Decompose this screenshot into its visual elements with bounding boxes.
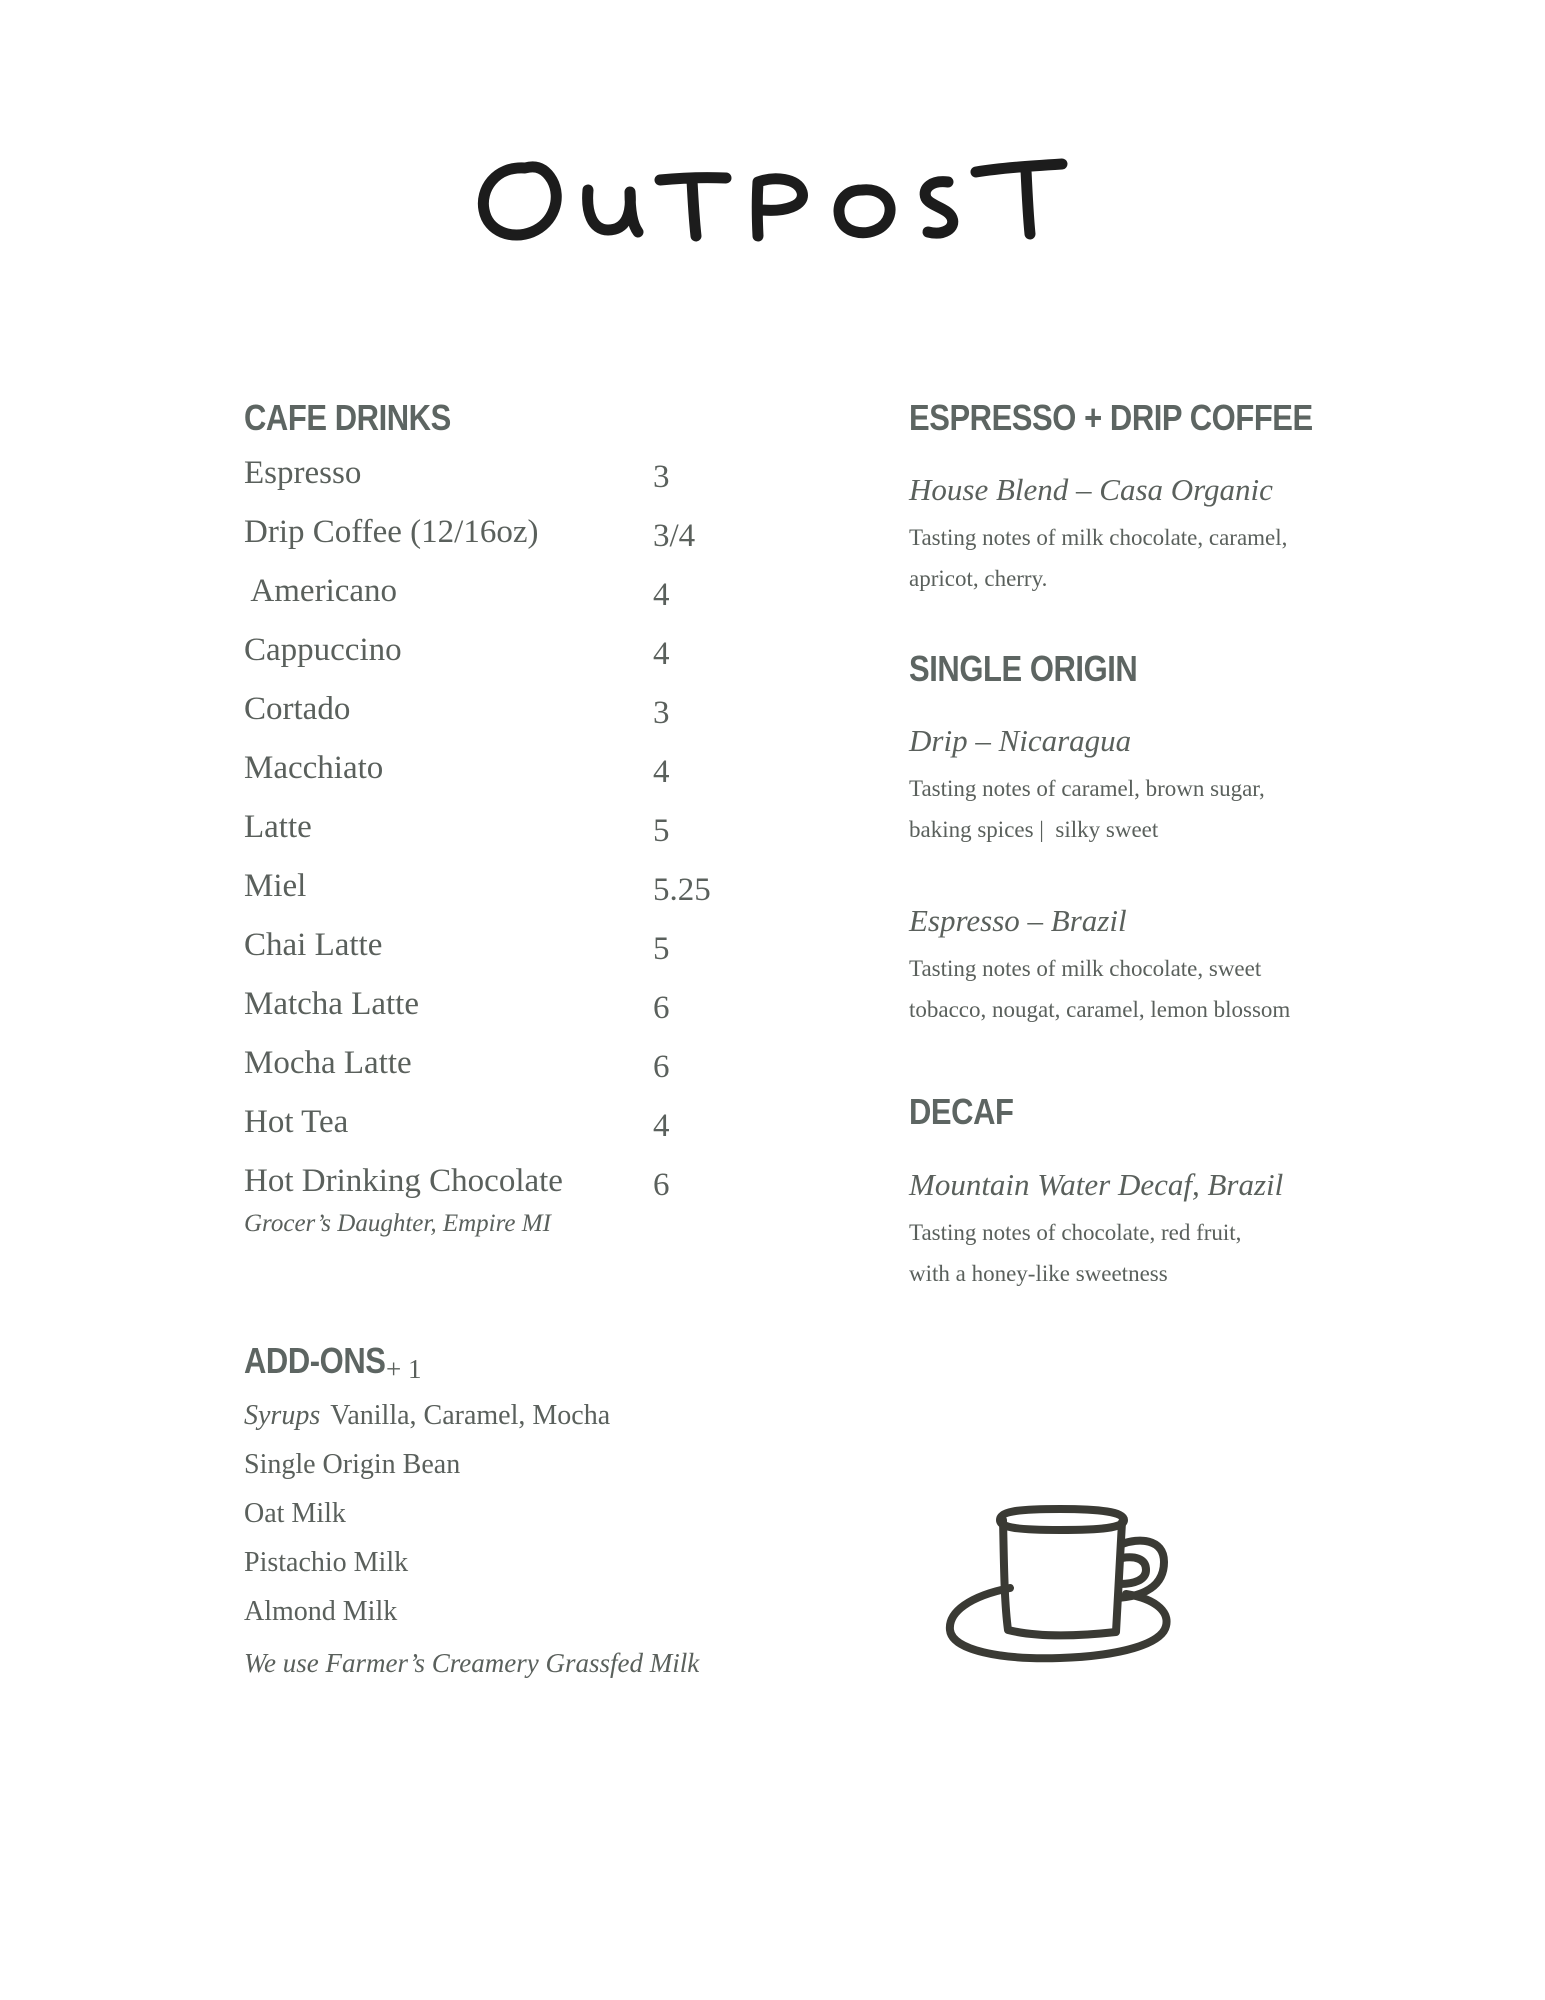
drink-price: 3: [653, 459, 670, 495]
drink-price: 4: [653, 636, 670, 672]
drink-price: 4: [653, 754, 670, 790]
drink-price: 6: [653, 990, 670, 1026]
addon-text: Vanilla, Caramel, Mocha: [330, 1400, 611, 1431]
drink-row: [244, 691, 764, 750]
outpost-logo: [470, 140, 1070, 250]
addon-text: Oat Milk: [244, 1498, 346, 1529]
drink-row: [244, 868, 764, 927]
drink-row: [244, 573, 764, 632]
list-item: [244, 1498, 610, 1547]
tasting-notes-line: Tasting notes of caramel, brown sugar,: [909, 776, 1265, 801]
tasting-notes-line: with a honey-like sweetness: [909, 1261, 1168, 1286]
decaf-name: Mountain Water Decaf, Brazil: [909, 1167, 1284, 1202]
list-item: [244, 1400, 610, 1449]
single-origin-espresso-name: Espresso – Brazil: [909, 903, 1127, 938]
drink-price: 6: [653, 1049, 670, 1085]
decaf-notes: [909, 1212, 1389, 1294]
drink-price: 3: [653, 695, 670, 731]
drink-name: Mocha Latte: [244, 1045, 412, 1081]
drink-row: [244, 455, 764, 514]
drink-name: Macchiato: [244, 750, 384, 786]
drink-row: [244, 1045, 764, 1104]
drink-price: 4: [653, 1108, 670, 1144]
single-origin-drip-name: Drip – Nicaragua: [909, 723, 1132, 758]
drink-row: [244, 986, 764, 1045]
drink-row: [244, 750, 764, 809]
drink-row: [244, 632, 764, 691]
espresso-drip-heading: ESPRESSO + DRIP COFFEE: [909, 397, 1313, 438]
addons-heading-row: [244, 1340, 422, 1384]
drink-name: Cortado: [244, 691, 351, 727]
drink-row: [244, 514, 764, 573]
tasting-notes-line: apricot, cherry.: [909, 566, 1048, 591]
tasting-notes-line: Tasting notes of chocolate, red fruit,: [909, 1220, 1242, 1245]
addon-label: Syrups: [244, 1400, 321, 1431]
house-blend-notes: [909, 517, 1389, 599]
tasting-notes-line: Tasting notes of milk chocolate, caramel,: [909, 525, 1288, 550]
list-item: [244, 1596, 610, 1645]
drink-name: Cappuccino: [244, 632, 402, 668]
drink-price: 5: [653, 931, 670, 967]
chocolate-source-note: Grocer’s Daughter, Empire MI: [244, 1210, 551, 1237]
drink-name: Latte: [244, 809, 312, 845]
single-origin-drip-notes: [909, 768, 1389, 850]
addons-list: [244, 1400, 610, 1645]
list-item: [244, 1449, 610, 1498]
tasting-notes-line: Tasting notes of milk chocolate, sweet: [909, 956, 1262, 981]
drink-price: 4: [653, 577, 670, 613]
milk-source-note: We use Farmer’s Creamery Grassfed Milk: [244, 1648, 700, 1678]
drink-row: [244, 809, 764, 868]
addon-text: Pistachio Milk: [244, 1547, 409, 1578]
drink-name: Espresso: [244, 455, 362, 491]
single-origin-espresso-notes: [909, 948, 1389, 1030]
list-item: [244, 1547, 610, 1596]
drink-price: 5: [653, 813, 670, 849]
single-origin-heading: SINGLE ORIGIN: [909, 648, 1138, 689]
house-blend-name: House Blend – Casa Organic: [909, 472, 1273, 507]
drink-price: 6: [653, 1167, 670, 1203]
tasting-notes-line: tobacco, nougat, caramel, lemon blossom: [909, 997, 1291, 1022]
drink-price: 5.25: [653, 872, 711, 908]
decaf-heading: DECAF: [909, 1091, 1014, 1132]
drink-row: [244, 927, 764, 986]
drink-price: 3/4: [653, 518, 696, 554]
tasting-notes-line: baking spices | silky sweet: [909, 817, 1159, 842]
addon-text: Almond Milk: [244, 1596, 398, 1627]
addons-surcharge: + 1: [386, 1354, 422, 1384]
addon-text: Single Origin Bean: [244, 1449, 461, 1480]
drink-name: Miel: [244, 868, 307, 904]
drink-name: Drip Coffee (12/16oz): [244, 514, 539, 550]
drink-name: Matcha Latte: [244, 986, 419, 1022]
drink-name: Americano: [244, 573, 398, 609]
cafe-drinks-list: [244, 455, 764, 1222]
cafe-drinks-heading: CAFE DRINKS: [244, 397, 451, 438]
coffee-cup-icon: [940, 1500, 1180, 1670]
drink-name: Hot Drinking Chocolate: [244, 1163, 563, 1199]
drink-name: Chai Latte: [244, 927, 383, 963]
drink-name: Hot Tea: [244, 1104, 349, 1140]
addons-heading: ADD-ONS: [244, 1340, 386, 1381]
drink-row: [244, 1104, 764, 1163]
